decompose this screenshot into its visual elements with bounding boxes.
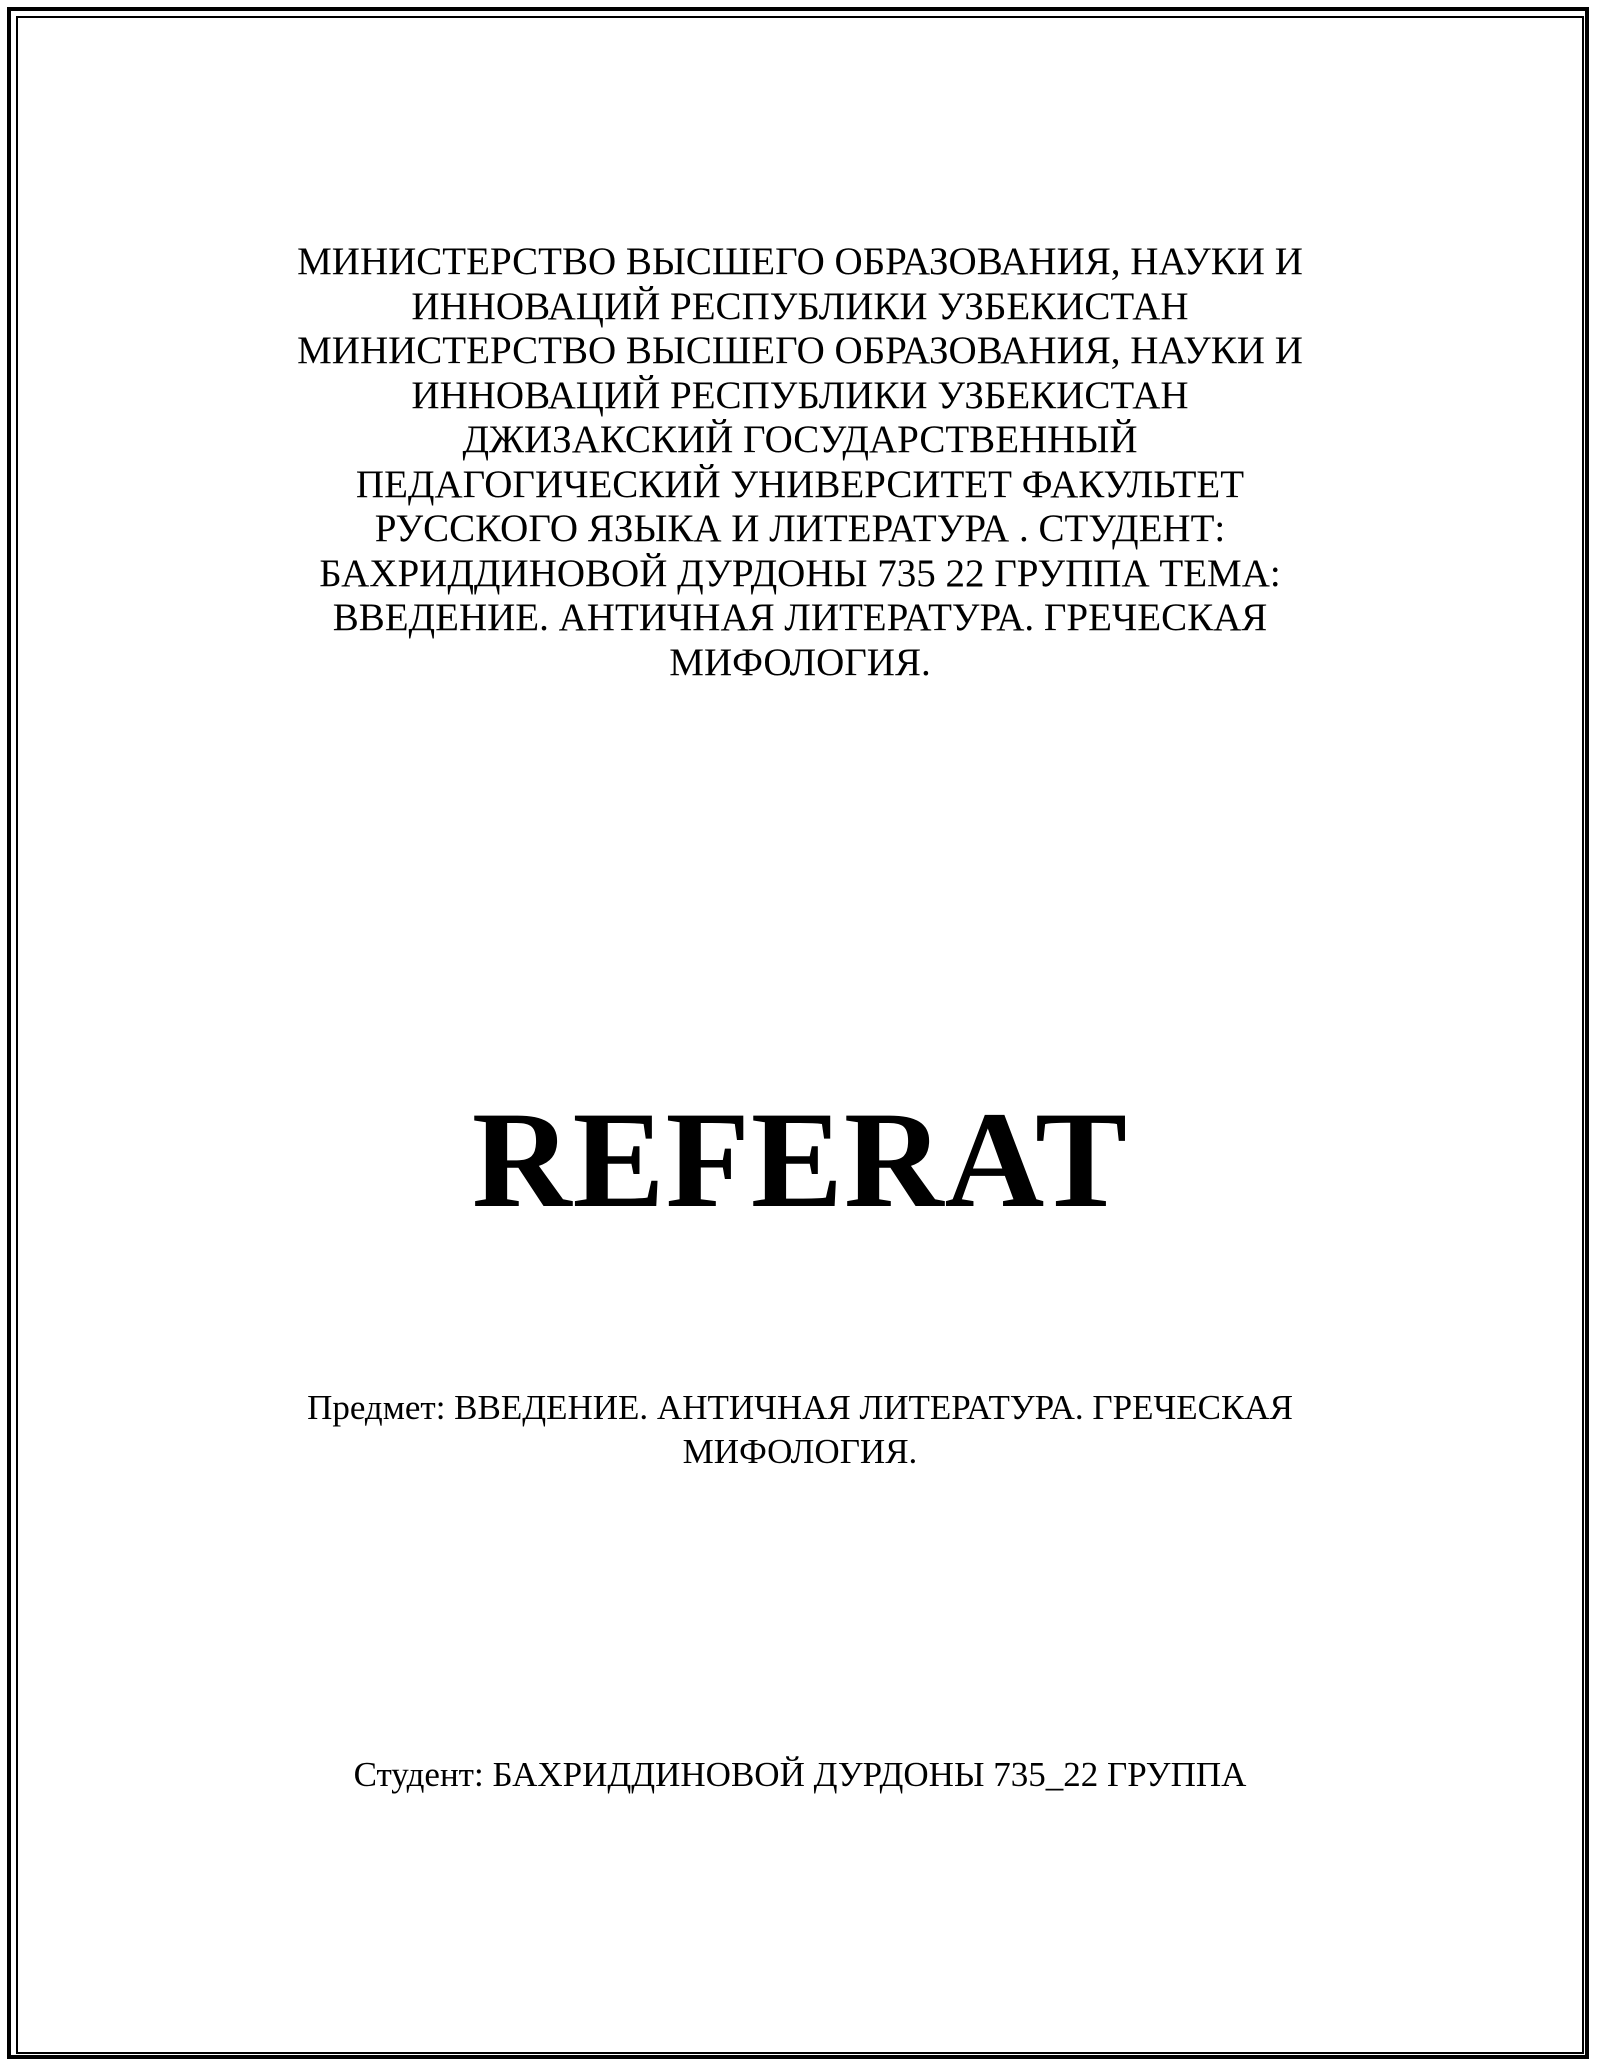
header-line: МИНИСТЕРСТВО ВЫСШЕГО ОБРАЗОВАНИЯ, НАУКИ И bbox=[297, 240, 1303, 283]
subject-block bbox=[230, 1386, 1370, 1474]
header-line: ВВЕДЕНИЕ. АНТИЧНАЯ ЛИТЕРАТУРА. ГРЕЧЕСКАЯ bbox=[332, 596, 1268, 639]
header-line: ПЕДАГОГИЧЕСКИЙ УНИВЕРСИТЕТ ФАКУЛЬТЕТ bbox=[355, 462, 1245, 506]
student-line: Студент: БАХРИДДИНОВОЙ ДУРДОНЫ 735_22 ГРУППА bbox=[353, 1755, 1247, 1794]
header-line: РУССКОГО ЯЗЫКА И ЛИТЕРАТУРА . СТУДЕНТ: bbox=[374, 507, 1226, 550]
header-line: МИНИСТЕРСТВО ВЫСШЕГО ОБРАЗОВАНИЯ, НАУКИ И bbox=[297, 329, 1303, 372]
header-line: БАХРИДДИНОВОЙ ДУРДОНЫ 735 22 ГРУППА ТЕМА: bbox=[319, 551, 1281, 595]
subject-line: МИФОЛОГИЯ. bbox=[682, 1432, 918, 1471]
subject-line: Предмет: ВВЕДЕНИЕ. АНТИЧНАЯ ЛИТЕРАТУРА. ГРЕЧЕСКАЯ bbox=[307, 1388, 1293, 1427]
header-line: МИФОЛОГИЯ. bbox=[669, 640, 931, 684]
header-line: ДЖИЗАКСКИЙ ГОСУДАРСТВЕННЫЙ bbox=[462, 418, 1138, 461]
document-title: REFERAT bbox=[471, 1083, 1129, 1236]
header-line: ИННОВАЦИЙ РЕСПУБЛИКИ УЗБЕКИСТАН bbox=[411, 284, 1189, 328]
institution-header bbox=[230, 240, 1370, 685]
header-line: ИННОВАЦИЙ РЕСПУБЛИКИ УЗБЕКИСТАН bbox=[411, 373, 1189, 417]
